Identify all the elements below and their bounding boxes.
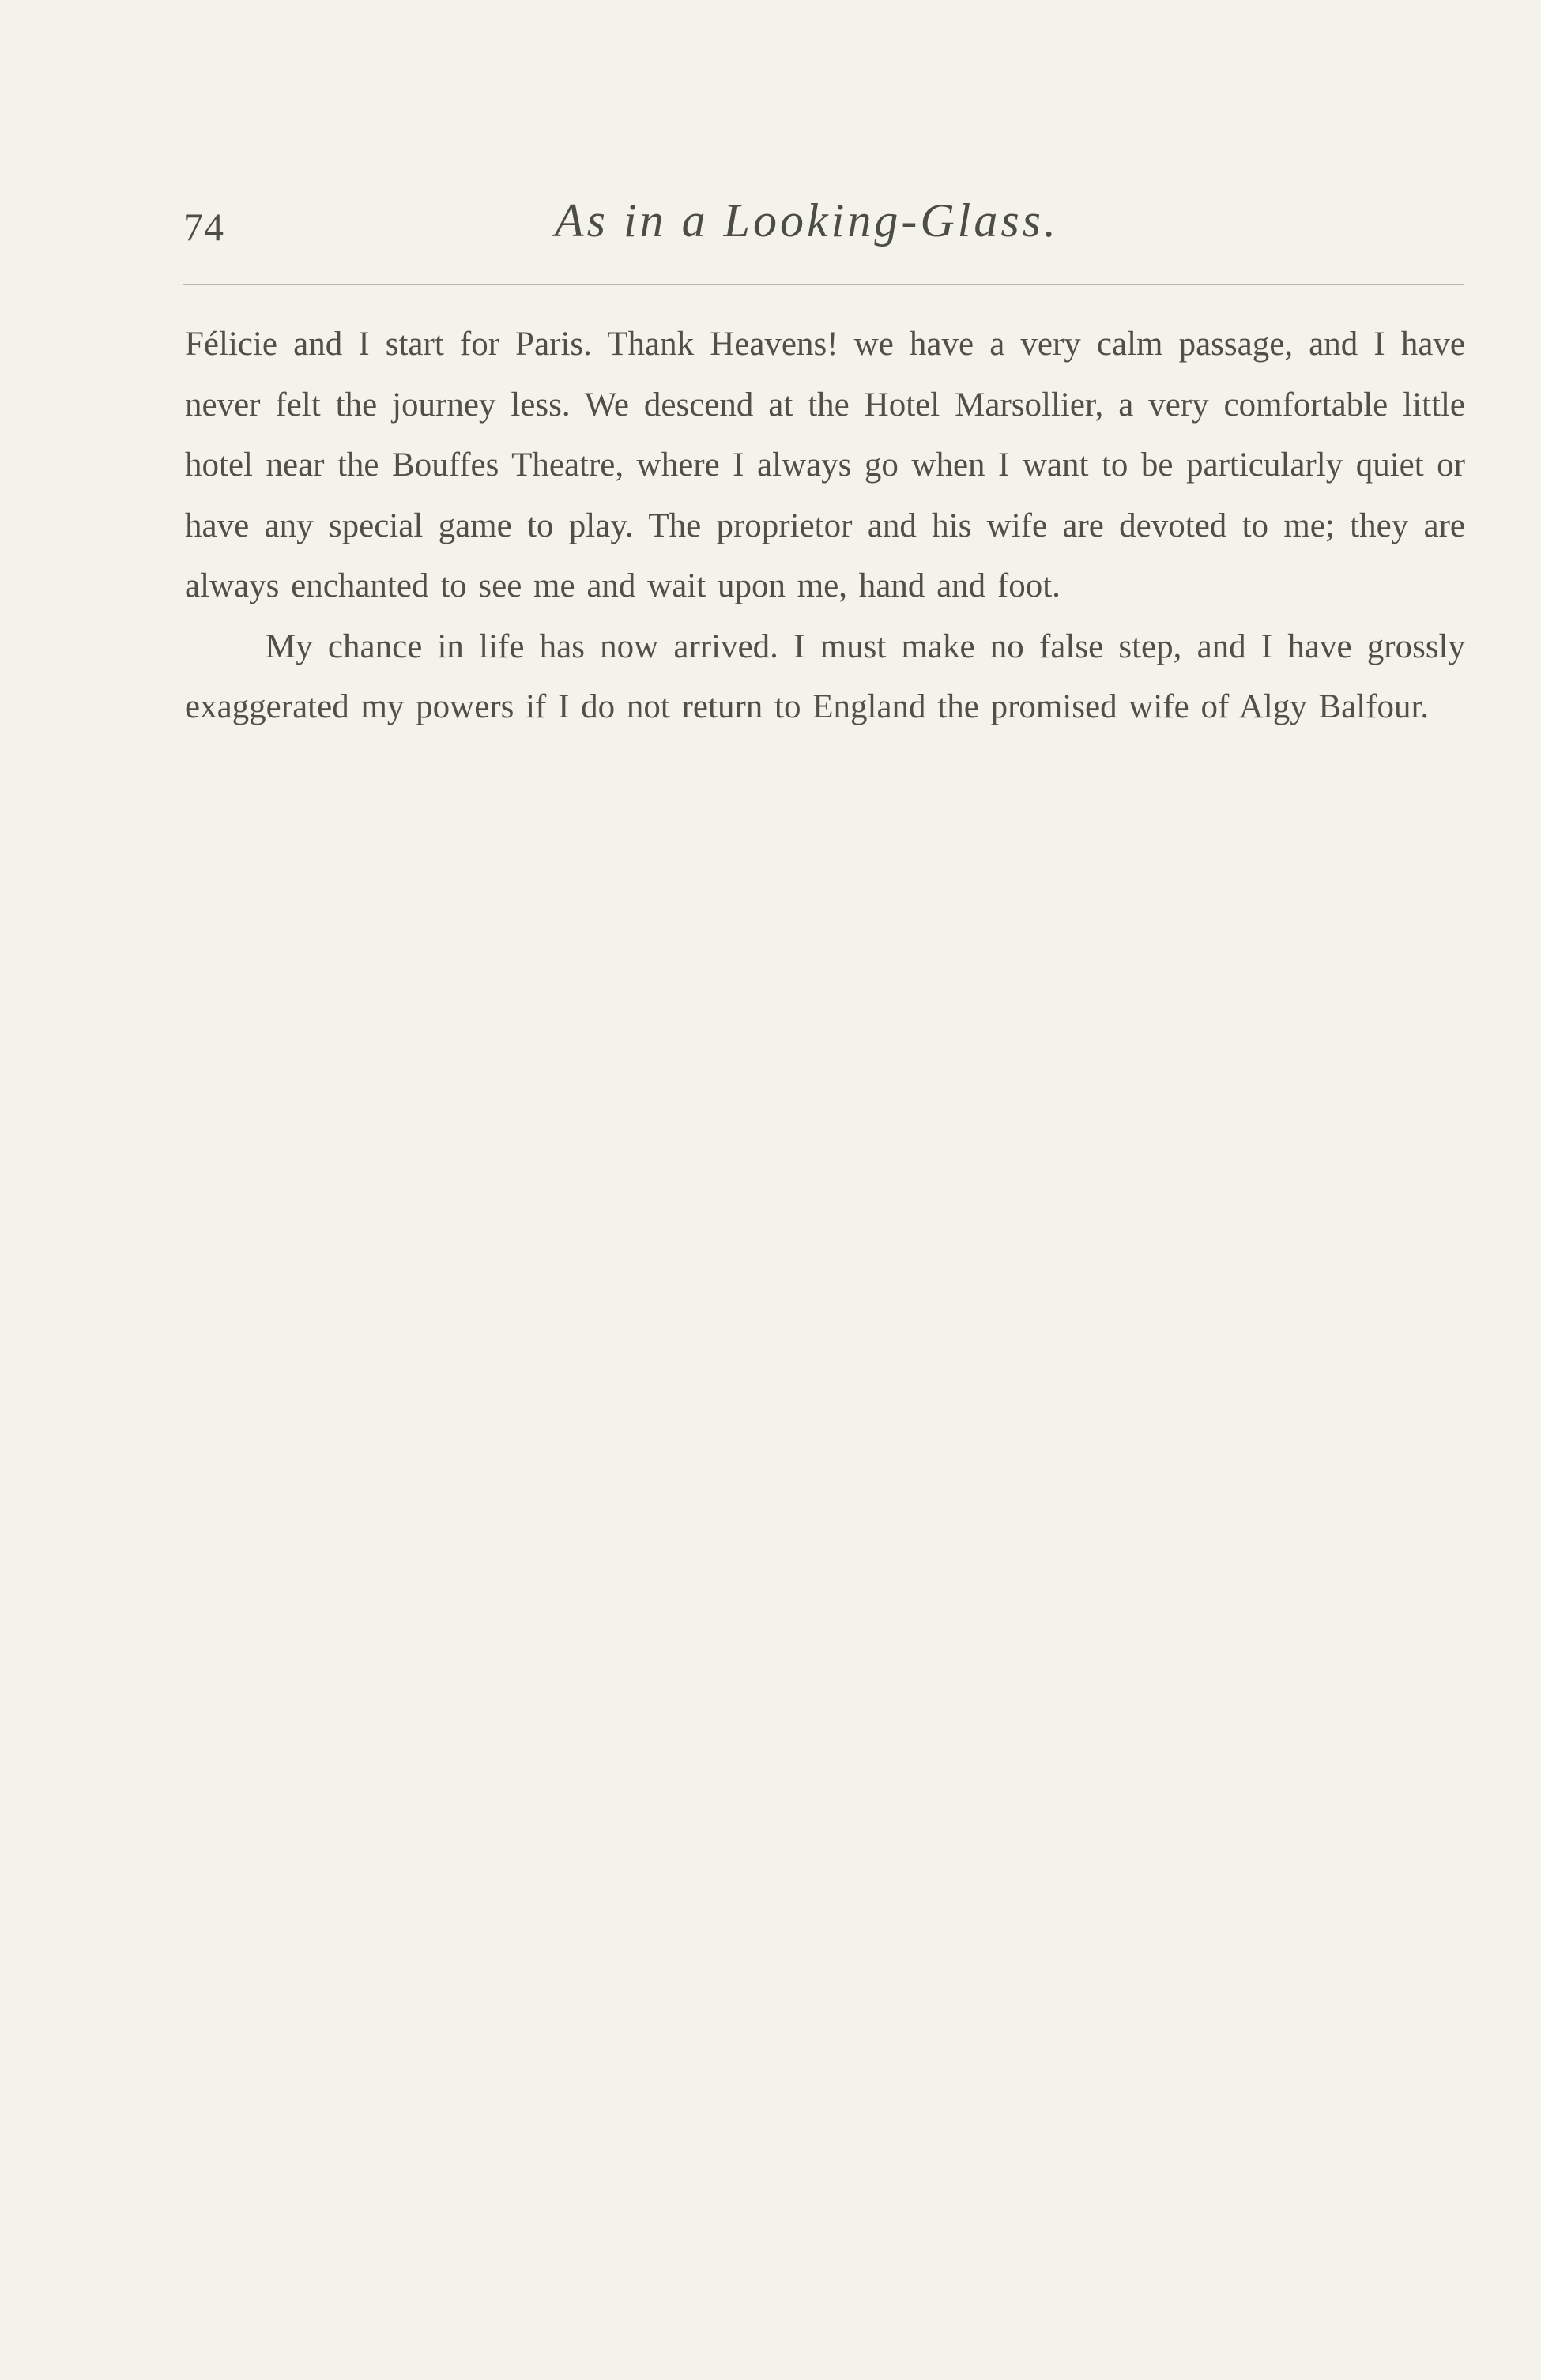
running-head xyxy=(183,190,1464,269)
paragraph-1: Félicie and I start for Paris. Thank Heavens! we have a very calm passage, and I have never felt the journey less. We descend at the Hotel Marsollier, a very comfortable little hotel near the Bouffes Theatre, where I always go when I want to be particularly quiet or have any special game to play. The proprietor and his wife are devoted to me; they are always enchanted to see me and wait upon me, hand and foot. xyxy=(185,326,1465,604)
page-number: 74 xyxy=(183,205,224,249)
body-text xyxy=(185,314,1465,738)
paragraph-2: My chance in life has now arrived. I must make no false step, and I have grossly exaggerated my powers if I do not return to England the promised wife of Algy Balfour. xyxy=(185,627,1465,725)
running-title: As in a Looking-Glass. xyxy=(555,194,1060,247)
header-rule xyxy=(183,284,1464,285)
